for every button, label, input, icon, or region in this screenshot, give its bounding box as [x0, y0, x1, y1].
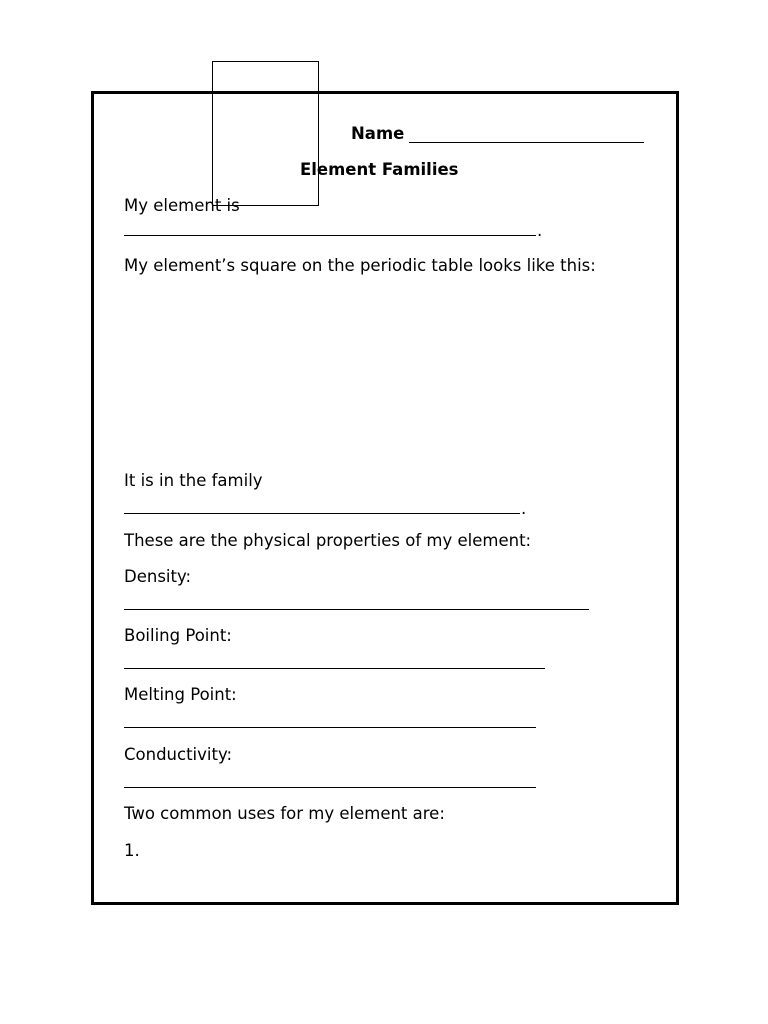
my-element-label: My element is [124, 196, 240, 215]
family-label: It is in the family [124, 471, 263, 490]
overlay-rectangle [212, 61, 319, 206]
family-period: . [521, 499, 527, 518]
properties-intro: These are the physical properties of my element: [124, 531, 532, 550]
page-title: Element Families [300, 160, 459, 179]
uses-item-1: 1. [124, 841, 140, 860]
conductivity-blank-line[interactable] [124, 787, 536, 788]
boiling-point-blank-line[interactable] [124, 668, 545, 669]
name-blank-line[interactable] [409, 142, 644, 143]
my-element-blank-line[interactable] [124, 235, 536, 236]
melting-point-blank-line[interactable] [124, 727, 536, 728]
boiling-point-label: Boiling Point: [124, 626, 232, 645]
conductivity-label: Conductivity: [124, 745, 233, 764]
density-label: Density: [124, 567, 192, 586]
melting-point-label: Melting Point: [124, 685, 237, 704]
uses-label: Two common uses for my element are: [124, 804, 445, 823]
element-square-prompt: My element’s square on the periodic table looks like this: [124, 256, 596, 275]
family-blank-line[interactable] [124, 513, 520, 514]
density-blank-line[interactable] [124, 609, 589, 610]
my-element-period: . [537, 221, 543, 240]
name-label: Name [351, 124, 405, 143]
